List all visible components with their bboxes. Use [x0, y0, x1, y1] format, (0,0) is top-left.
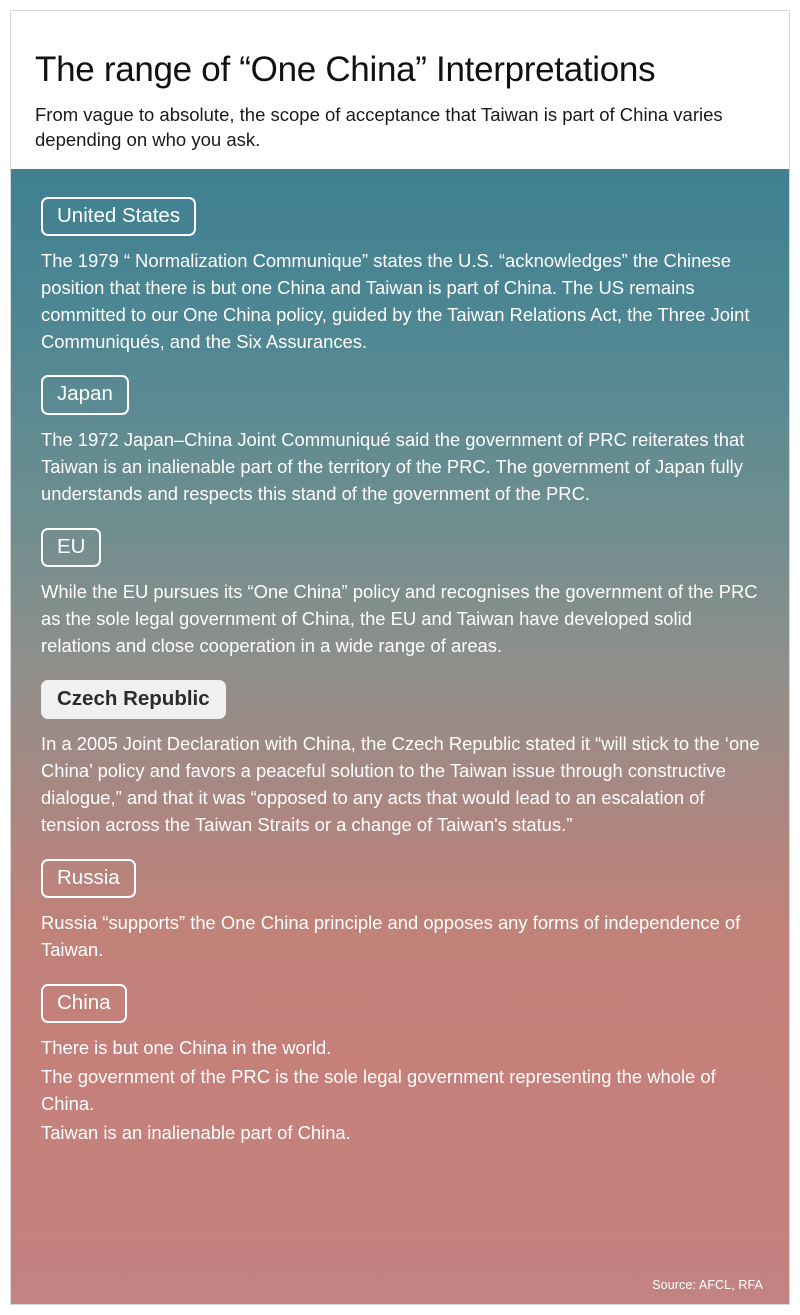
paragraph-line: Taiwan is an inalienable part of China. — [41, 1121, 351, 1143]
section-russia — [33, 849, 767, 964]
country-label-japan: Japan — [41, 375, 129, 415]
section-china — [33, 974, 767, 1147]
section-japan — [33, 365, 767, 507]
section-eu — [33, 518, 767, 660]
paragraph-line: There is but one China in the world. — [41, 1037, 332, 1059]
paragraph: Russia “supports” the One China principle and opposes any forms of independence of Taiwan. — [41, 912, 741, 960]
paragraph: In a 2005 Joint Declaration with China, the Czech Republic stated it “will stick to the ‘one China’ policy and favors a peaceful solution to the Taiwan issue through constructive dialogue,” and that it was “opposed to any acts that would lead to an escalation of tension across the Taiwan Straits or a change of Taiwan's status.” — [41, 733, 760, 835]
source-credit: Source: AFCL, RFA — [652, 1278, 763, 1292]
paragraph: The 1972 Japan–China Joint Communiqué said the government of PRC reiterates that Taiwan is an inalienable part of the territory of the PRC. The government of Japan fully understands and respects this stand of the government of the PRC. — [41, 428, 745, 504]
section-united-states — [33, 187, 767, 356]
section-czech-republic — [33, 670, 767, 839]
paragraph: The 1979 “ Normalization Communique” states the U.S. “acknowledges” the Chinese position that there is but one China and Taiwan is part of China. The US remains committed to our One China policy, guided by the Taiwan Relations Act, the Three Joint Communiqués, and the Six Assurances. — [41, 250, 750, 352]
section-text-japan — [33, 427, 767, 508]
country-label-eu: EU — [41, 528, 101, 568]
header — [11, 11, 789, 169]
country-label-united-states: United States — [41, 197, 196, 237]
section-text-china — [33, 1035, 767, 1146]
country-label-russia: Russia — [41, 859, 136, 899]
section-text-czech-republic — [33, 731, 767, 838]
infographic-frame — [10, 10, 790, 1305]
page-subtitle: From vague to absolute, the scope of acceptance that Taiwan is part of China varies depending on who you ask. — [35, 103, 723, 151]
country-label-china: China — [41, 984, 127, 1024]
paragraph-line: The government of the PRC is the sole legal government representing the whole of China. — [41, 1066, 716, 1114]
paragraph: While the EU pursues its “One China” policy and recognises the government of the PRC as the sole legal government of China, the EU and Taiwan have developed solid relations and close cooperation in a wide range of areas. — [41, 581, 758, 656]
section-text-eu — [33, 579, 767, 660]
country-label-czech-republic: Czech Republic — [41, 680, 226, 720]
page-title: The range of “One China” Interpretations — [35, 50, 656, 89]
section-text-united-states — [33, 248, 767, 355]
gradient-body — [11, 169, 789, 1304]
section-text-russia — [33, 910, 767, 964]
